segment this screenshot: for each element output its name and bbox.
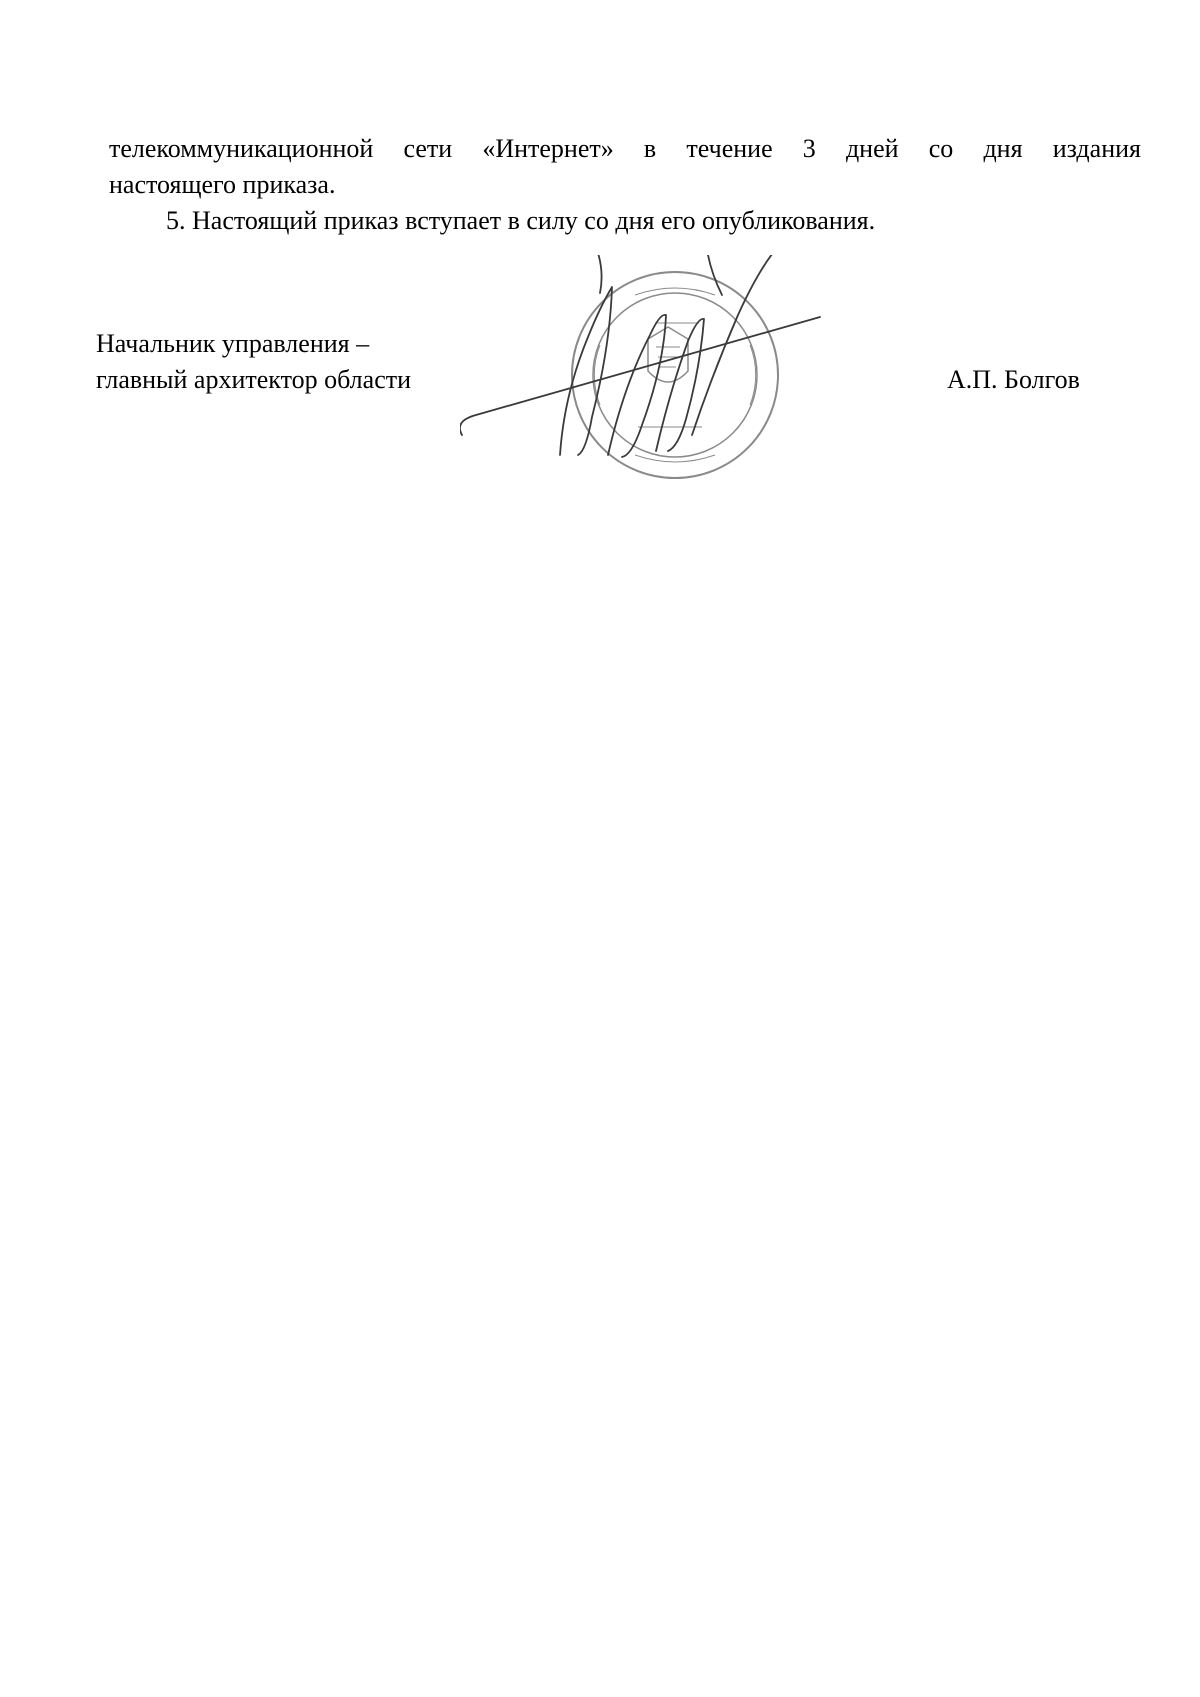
seal-and-signature [460, 255, 840, 495]
handwritten-signature [460, 255, 820, 457]
seal-emblem-detail [656, 347, 680, 367]
signature-rising-stroke [692, 255, 776, 435]
seal-emblem-icon [648, 327, 688, 382]
paragraph-5: 5. Настоящий приказ вступает в силу со дня его опубликования. [166, 206, 876, 235]
seal-ring-text-bottom [635, 455, 715, 462]
signature-upper-hook [598, 255, 602, 293]
signatory-position-line-2: главный архитектор области [96, 365, 412, 394]
signatory-position-line-1: Начальник управления – [96, 329, 370, 358]
signatory-position [96, 326, 411, 398]
seal-ring-text-top [635, 288, 715, 295]
signature-loop-3 [656, 319, 704, 451]
official-seal [572, 272, 778, 478]
paragraph-tail-line-2: настоящего приказа. [109, 170, 336, 199]
order-text [109, 131, 1141, 239]
signature-top-tail [708, 255, 722, 295]
seal-ring-text-left [594, 345, 600, 405]
signatory-name: А.П. Болгов [947, 365, 1080, 394]
seal-ring-text-right [750, 345, 756, 405]
signature-loop-1 [560, 287, 612, 455]
signature-loop-2 [608, 315, 666, 457]
paragraph-tail-line-1: телекоммуникационной сети «Интернет» в течение 3 дней со дня издания [109, 134, 1141, 163]
seal-inner-ring [593, 293, 757, 457]
signature-long-stroke [460, 317, 820, 435]
seal-outer-ring [572, 272, 778, 478]
